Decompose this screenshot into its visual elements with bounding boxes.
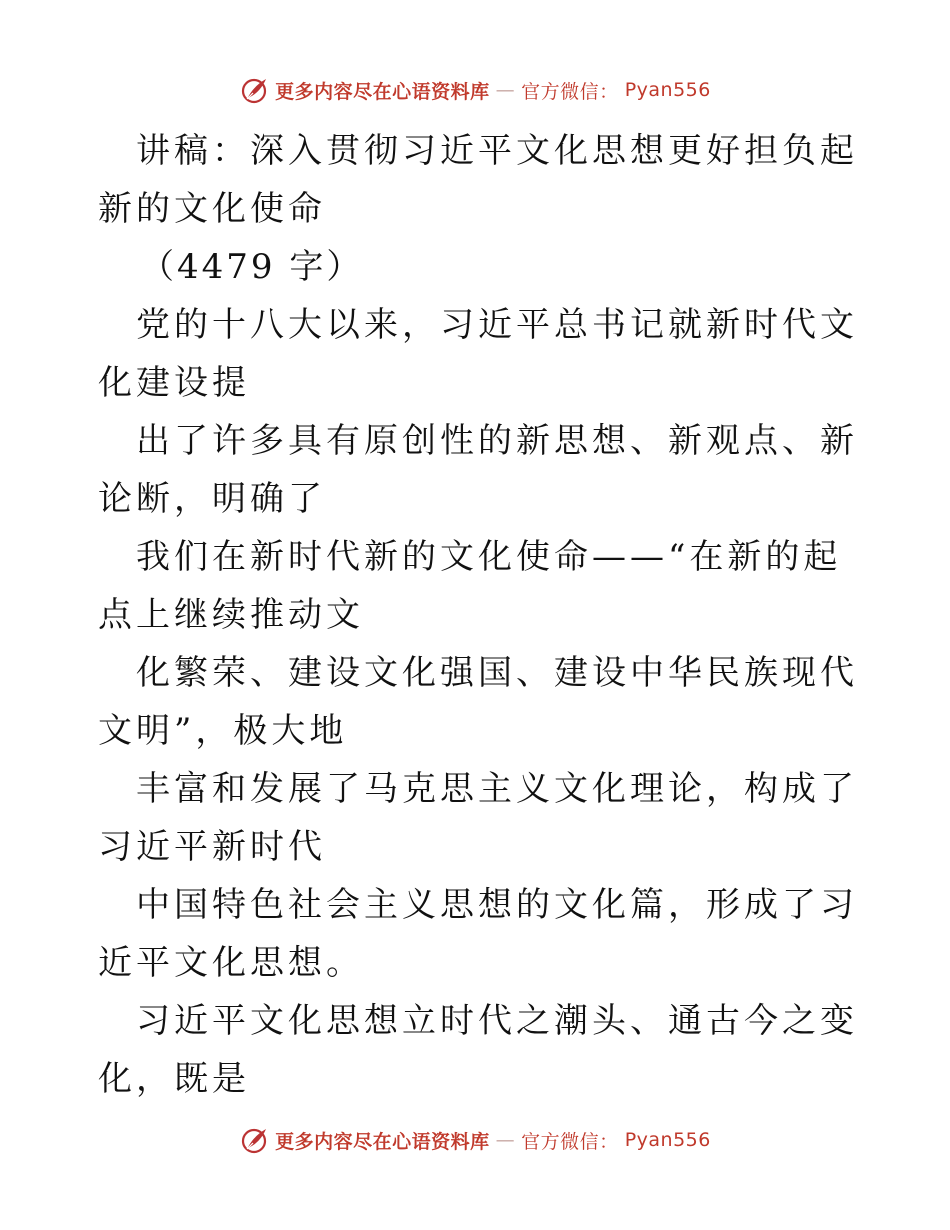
paragraph: 党的十八大以来，习近平总书记就新时代文化建设提 [98,305,858,403]
paragraph: 丰富和发展了马克思主义文化理论，构成了习近平新时代 [98,769,858,867]
watermark-wechat-id: Pyan556 [624,1129,711,1151]
document-body [98,122,858,1108]
watermark-wechat-label: 官方微信： [521,80,619,103]
watermark-separator: — [495,79,516,101]
watermark-wechat-id: Pyan556 [624,79,711,101]
watermark-separator: — [495,1129,516,1151]
paragraph: 我们在新时代新的文化使命——“在新的起点上继续推动文 [98,537,842,635]
document-title: 讲稿：深入贯彻习近平文化思想更好担负起新的文化使命 [98,131,858,229]
watermark-wechat-label: 官方微信： [521,1130,619,1153]
word-count: （4479 字） [140,247,364,287]
paragraph: 习近平文化思想立时代之潮头、通古今之变化，既是 [98,1001,858,1099]
feather-pen-logo-icon [239,75,269,105]
paragraph: 化繁荣、建设文化强国、建设中华民族现代文明”，极大地 [98,653,858,751]
feather-pen-logo-icon [239,1125,269,1155]
paragraph: 中国特色社会主义思想的文化篇，形成了习近平文化思想。 [98,885,858,983]
watermark-main-text: 更多内容尽在心语资料库 [275,1130,490,1153]
paragraph: 出了许多具有原创性的新思想、新观点、新论断，明确了 [98,421,858,519]
watermark-main-text: 更多内容尽在心语资料库 [275,80,490,103]
footer-watermark [0,1120,950,1160]
header-watermark [0,70,950,110]
